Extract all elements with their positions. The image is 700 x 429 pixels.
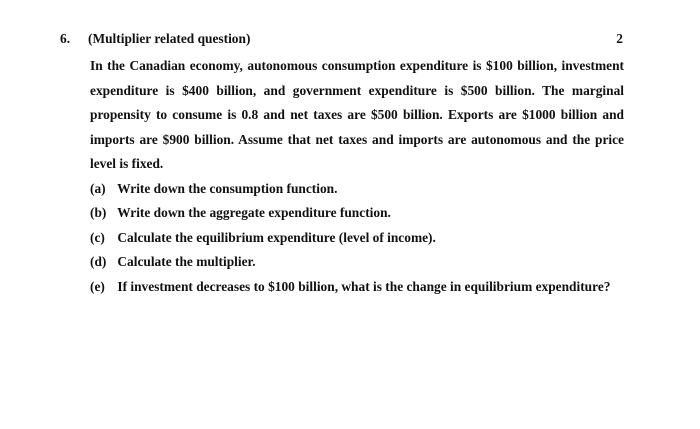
question-block	[60, 30, 625, 312]
question-header	[60, 30, 625, 48]
part-label: (b)	[90, 205, 107, 221]
part-text: Calculate the multiplier.	[117, 254, 256, 270]
question-marks: 2	[616, 31, 623, 46]
question-part-d	[90, 250, 625, 274]
part-text: If investment decreases to $100 billion, what is the change in equilibrium expenditure?	[117, 278, 611, 294]
part-text: Calculate the equilibrium expenditure (level of income).	[117, 229, 436, 245]
question-part-c	[90, 226, 625, 250]
part-label: (d)	[90, 254, 107, 270]
part-text: Write down the aggregate expenditure function.	[117, 205, 391, 221]
question-parts	[90, 177, 625, 299]
question-body: In the Canadian economy, autonomous consumption expenditure is $100 billion, investment expenditure is $400 billion, and government expenditure is $500 billion. The marginal propensity to consume is 0.8 and net taxes are $500 billion. Exports are $1000 billion and imports are $900 billion. Assume that net taxes and imports are autonomous and the price level is fixed.	[90, 58, 624, 172]
question-title: (Multiplier related question)	[88, 31, 251, 46]
question-part-b	[90, 201, 625, 225]
part-label: (c)	[90, 229, 105, 245]
question-part-e	[90, 275, 625, 299]
part-label: (a)	[90, 180, 106, 196]
part-label: (e)	[90, 278, 105, 294]
question-number: 6.	[60, 31, 71, 46]
part-text: Write down the consumption function.	[117, 180, 338, 196]
question-part-a	[90, 177, 625, 201]
